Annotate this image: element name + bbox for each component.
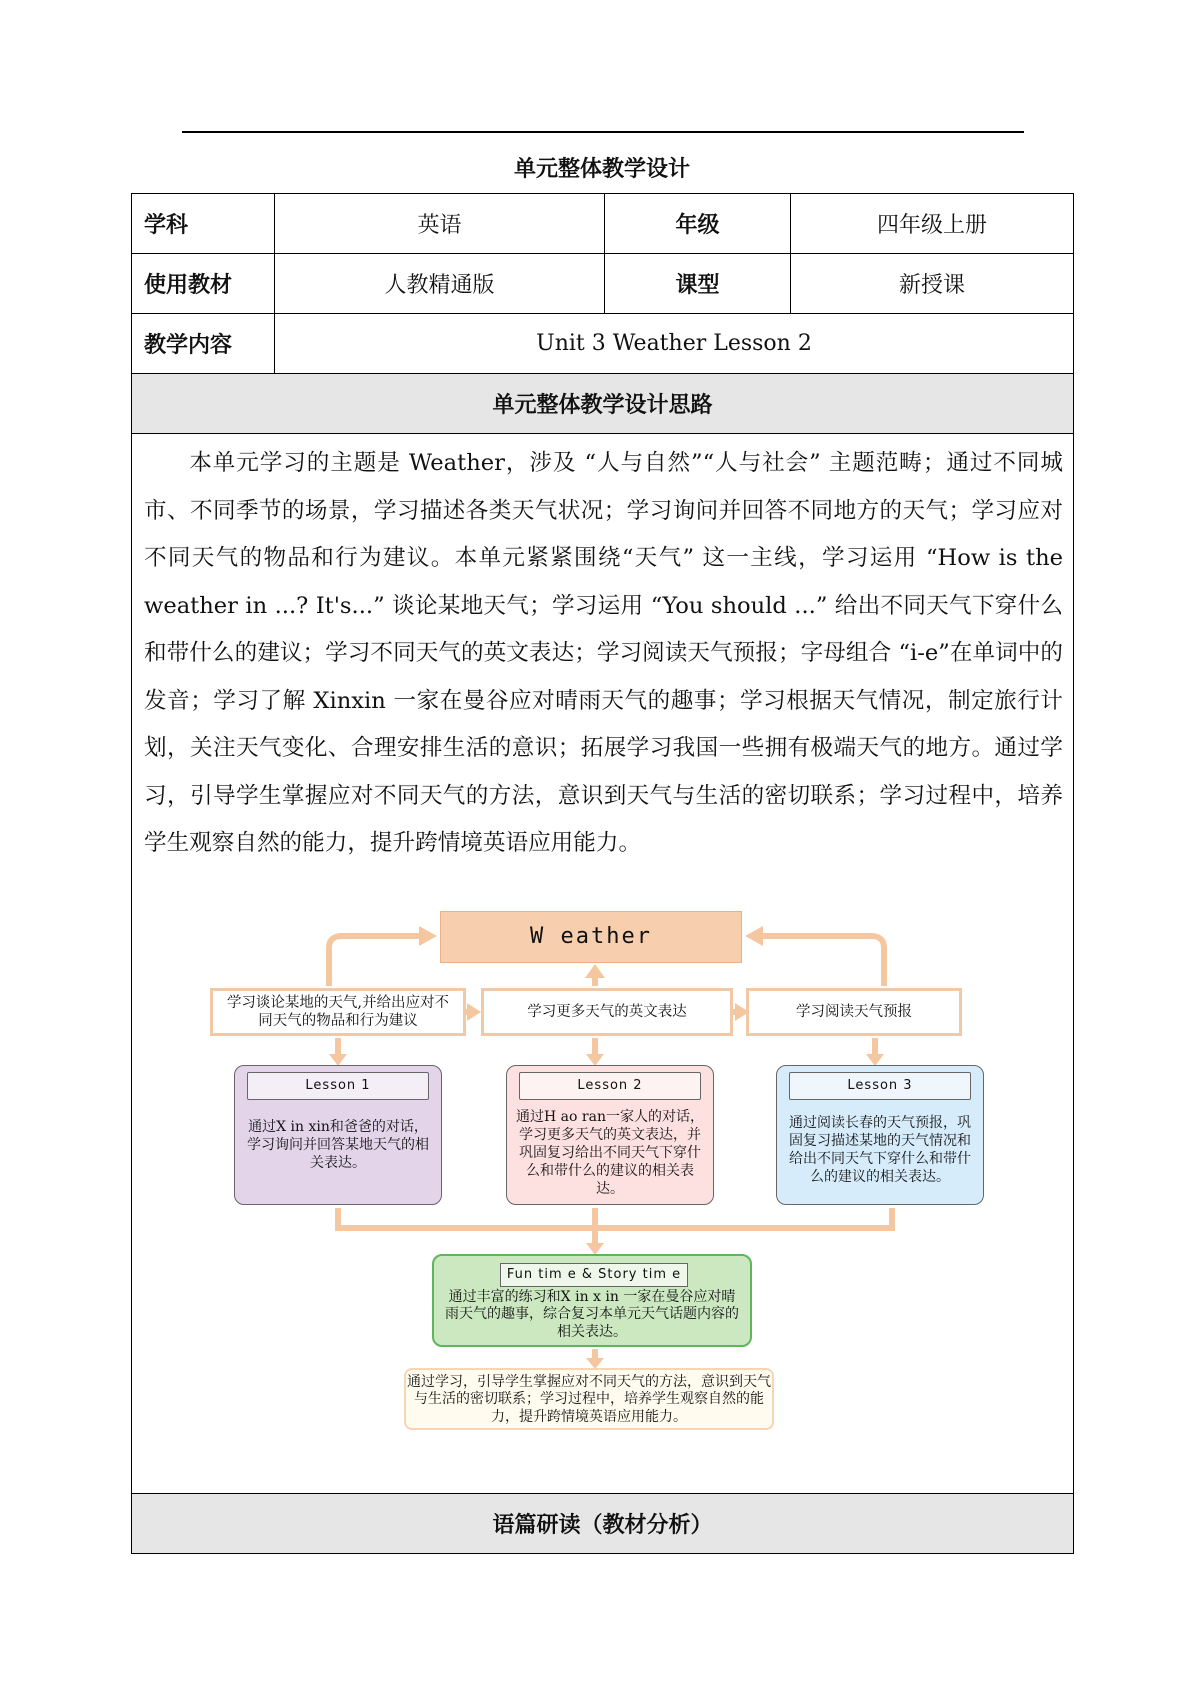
fun-story-desc: 通过丰富的练习和X in x in 一家在曼谷应对晴雨天气的趣事，综合复习本单元天气话题内容的相关表达。: [445, 1288, 739, 1340]
lesson-1-title: Lesson 1: [247, 1072, 429, 1100]
lesson-1-card: [234, 1065, 442, 1205]
unit-diagram: [132, 868, 1073, 1493]
textbook-value: 人教精通版: [275, 254, 605, 314]
fun-story-card: [432, 1254, 752, 1347]
topic-box-2: 学习更多天气的英文表达: [481, 988, 733, 1036]
design-content-cell: [132, 434, 1074, 1494]
subject-value: 英语: [275, 194, 605, 254]
weather-root-box: W eather: [440, 911, 742, 963]
lesson-3-title: Lesson 3: [789, 1072, 971, 1100]
grade-value: 四年级上册: [791, 194, 1074, 254]
header-rule: [182, 131, 1024, 133]
lesson-2-card: [506, 1065, 714, 1205]
lesson-type-value: 新授课: [791, 254, 1074, 314]
section-heading-design: 单元整体教学设计思路: [132, 374, 1074, 434]
textbook-label: 使用教材: [132, 254, 275, 314]
lesson-3-desc: 通过阅读长春的天气预报，巩固复习描述某地的天气情况和给出不同天气下穿什么和带什么的建议的相关表达。: [789, 1114, 971, 1185]
lesson-3-card: [776, 1065, 984, 1205]
design-table: [131, 193, 1074, 1554]
design-paragraph: 本单元学习的主题是 Weather，涉及 “人与自然”“人与社会” 主题范畴；通过不同城市、不同季节的场景，学习描述各类天气状况；学习询问并回答不同地方的天气；学习应对不同天气的物品和行为建议。本单元紧紧围绕“天气” 这一主线，学习运用 “How is the weather in ...? It's...” 谈论某地天气；学习运用 “You should ...” 给出不同天气下穿什么和带什么的建议；学习不同天气的英文表达；学习阅读天气预报；字母组合 “i-e”在单词中的发音；学习了解 Xinxin 一家在曼谷应对晴雨天气的趣事；学习根据天气情况，制定旅行计划，关注天气变化、合理安排生活的意识；拓展学习我国一些拥有极端天气的地方。通过学习，引导学生掌握应对不同天气的方法，意识到天气与生活的密切联系；学习过程中，培养学生观察自然的能力，提升跨情境英语应用能力。: [144, 450, 1063, 856]
fun-story-title: Fun tim e & Story tim e: [500, 1263, 688, 1287]
topic-box-3: 学习阅读天气预报: [746, 988, 962, 1036]
lesson-1-desc: 通过X in xin和爸爸的对话，学习询问并回答某地天气的相关表达。: [247, 1118, 429, 1171]
subject-label: 学科: [132, 194, 275, 254]
lesson-2-title: Lesson 2: [519, 1072, 701, 1100]
lesson-2-desc: 通过H ao ran一家人的对话，学习更多天气的英文表达，并巩固复习给出不同天气下穿什么和带什么的建议的相关表达。: [516, 1108, 704, 1197]
goal-box: 通过学习，引导学生掌握应对不同天气的方法，意识到天气与生活的密切联系；学习过程中，培养学生观察自然的能力，提升跨情境英语应用能力。: [404, 1368, 774, 1430]
content-label: 教学内容: [132, 314, 275, 374]
grade-label: 年级: [605, 194, 791, 254]
content-value: Unit 3 Weather Lesson 2: [275, 314, 1074, 374]
topic-box-1: 学习谈论某地的天气,并给出应对不同天气的物品和行为建议: [210, 988, 466, 1036]
section-heading-analysis: 语篇研读（教材分析）: [132, 1494, 1074, 1554]
document-title: 单元整体教学设计: [513, 157, 690, 182]
lesson-type-label: 课型: [605, 254, 791, 314]
